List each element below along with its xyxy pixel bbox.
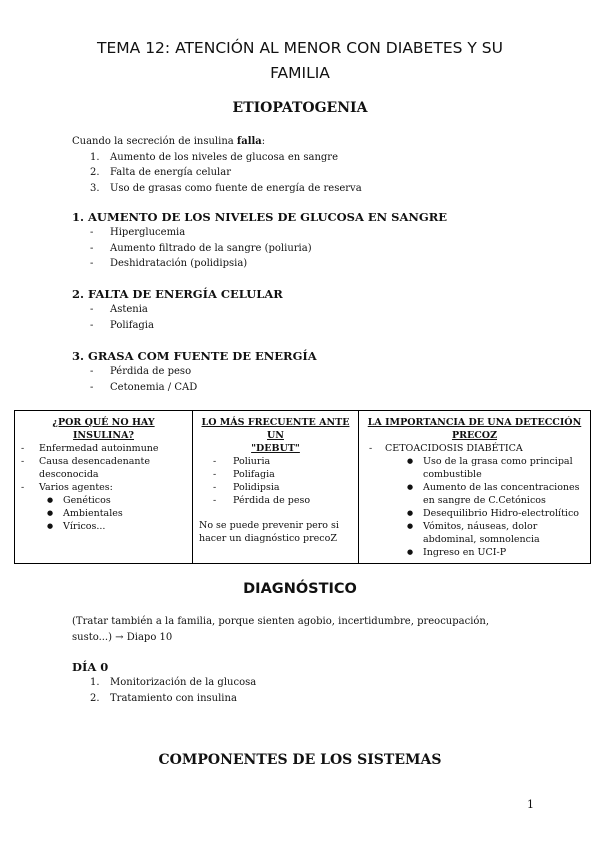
list-item: - Pérdida de peso <box>90 366 192 377</box>
diagnostico-heading: DIAGNÓSTICO <box>243 581 357 597</box>
etiopatogenia-heading: ETIOPATOGENIA <box>232 100 368 116</box>
list-item: 1. Aumento de los niveles de glucosa en sangre <box>90 151 338 163</box>
list-item: - Hiperglucemia <box>90 227 186 238</box>
section-3 <box>72 348 542 395</box>
list-item: - Causa desencadenante desconocida <box>21 456 150 480</box>
page-number: 1 <box>527 798 534 811</box>
componentes-heading: COMPONENTES DE LOS SISTEMAS <box>158 752 442 768</box>
section-2-heading: 2. FALTA DE ENERGÍA CELULAR <box>72 287 283 301</box>
title-line-1: TEMA 12: ATENCIÓN AL MENOR CON DIABETES Y SU <box>97 39 503 57</box>
list-item: ● Uso de la grasa como principal combustible <box>407 456 573 480</box>
table-column-detection <box>359 411 591 564</box>
info-table <box>14 410 591 564</box>
table-column-why <box>15 411 193 564</box>
dia0-section <box>72 659 542 706</box>
section-1-heading: 1. AUMENTO DE LOS NIVELES DE GLUCOSA EN SANGRE <box>72 210 448 224</box>
list-item: - CETOACIDOSIS DIABÉTICA <box>369 443 523 454</box>
list-item: ● Genéticos <box>47 495 111 506</box>
list-item: 2. Falta de energía celular <box>90 167 231 178</box>
list-item: - Varios agentes: <box>21 482 113 493</box>
list-item: - Poliuria <box>213 456 271 467</box>
list-item: - Polidipsia <box>213 482 280 493</box>
column-header: ¿POR QUÉ NO HAY INSULINA? <box>52 417 155 441</box>
list-item: - Pérdida de peso <box>213 495 311 506</box>
list-item: 1. Monitorización de la glucosa <box>90 677 257 688</box>
table-column-debut <box>193 411 359 564</box>
title-line-2: FAMILIA <box>270 64 330 82</box>
list-item: - Polifagia <box>213 469 275 480</box>
column-header: LO MÁS FRECUENTE ANTE UN "DEBUT" <box>201 417 350 454</box>
list-item: ● Víricos... <box>47 521 106 532</box>
list-item: - Aumento filtrado de la sangre (poliuria) <box>90 242 312 254</box>
document-title <box>60 36 540 86</box>
list-item: - Enfermedad autoinmune <box>21 443 159 454</box>
column-note: No se puede prevenir pero si hacer un diagnóstico precoZ <box>199 520 339 544</box>
etiopatogenia-intro: Cuando la secreción de insulina falla: <box>72 136 266 147</box>
list-item: 3. Uso de grasas como fuente de energía de reserva <box>90 182 362 194</box>
list-item: ● Desequilibrio Hidro-electrolítico <box>407 508 579 519</box>
diagnostico-note: (Tratar también a la familia, porque sienten agobio, incertidumbre, preocupación, susto...) → Diapo 10 <box>72 616 490 643</box>
list-item: ● Ingreso en UCI-P <box>407 547 507 558</box>
list-item: - Deshidratación (polidipsia) <box>90 258 248 269</box>
list-item: 2. Tratamiento con insulina <box>90 692 237 704</box>
column-header: LA IMPORTANCIA DE UNA DETECCIÓN PRECOZ <box>367 417 582 441</box>
etiopatogenia-block <box>72 134 542 196</box>
section-1 <box>72 209 542 272</box>
list-item: ● Vómitos, náuseas, dolor abdominal, somnolencia <box>407 521 540 545</box>
list-item: - Astenia <box>90 304 148 315</box>
section-2 <box>72 286 542 333</box>
list-item: ● Ambientales <box>47 508 123 519</box>
list-item: - Polifagia <box>90 319 154 331</box>
dia0-heading: DÍA 0 <box>72 660 109 674</box>
list-item: ● Aumento de las concentraciones en sangre de C.Cetónicos <box>407 482 580 506</box>
list-item: - Cetonemia / CAD <box>90 381 198 393</box>
section-3-heading: 3. GRASA COM FUENTE DE ENERGÍA <box>72 349 317 363</box>
